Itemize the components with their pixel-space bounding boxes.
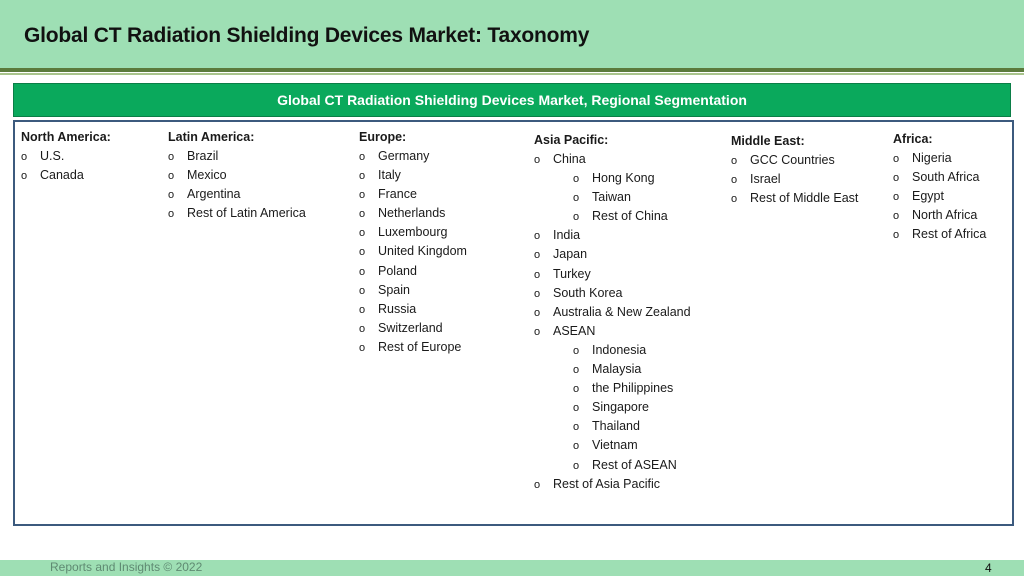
- list-item: [893, 187, 986, 206]
- bullet-icon: o: [359, 189, 366, 202]
- list-item: [359, 300, 467, 319]
- list-item-label: Thailand: [592, 419, 640, 434]
- bullet-icon: o: [534, 478, 541, 491]
- region-heading: Africa:: [893, 132, 933, 146]
- list-item-label: Japan: [553, 247, 588, 262]
- list-item-label: Argentina: [187, 187, 241, 202]
- header-divider: [0, 68, 1024, 72]
- bullet-icon: o: [534, 230, 541, 243]
- list-item-label: Mexico: [187, 168, 227, 183]
- list-item-label: Turkey: [553, 266, 591, 281]
- list-item: [534, 475, 691, 494]
- sub-list-item: [534, 417, 691, 436]
- list-item: [534, 245, 691, 264]
- list-item: [21, 166, 111, 185]
- regions-panel: [13, 120, 1014, 526]
- bullet-icon: o: [359, 227, 366, 240]
- region-heading: Asia Pacific:: [534, 133, 609, 147]
- bullet-icon: o: [21, 170, 28, 183]
- bullet-icon: o: [573, 364, 580, 377]
- bullet-icon: o: [573, 459, 580, 472]
- region-europe: [359, 128, 467, 357]
- bullet-icon: o: [731, 193, 738, 206]
- list-item: [534, 322, 691, 341]
- bullet-icon: o: [573, 440, 580, 453]
- bullet-icon: o: [359, 284, 366, 297]
- bullet-icon: o: [534, 154, 541, 166]
- region-africa: [893, 130, 986, 244]
- list-item-label: Netherlands: [378, 206, 446, 221]
- bullet-icon: o: [168, 170, 175, 183]
- bullet-icon: o: [893, 153, 900, 165]
- sub-list-item: [534, 169, 691, 188]
- list-item-label: Brazil: [187, 149, 219, 163]
- sub-list-item: [534, 456, 691, 475]
- footer-bar: [0, 560, 1024, 576]
- bullet-icon: o: [893, 229, 900, 242]
- country-list: [21, 147, 111, 185]
- list-item-label: Russia: [378, 301, 417, 316]
- bullet-icon: o: [534, 249, 541, 262]
- list-item-label: India: [553, 228, 581, 243]
- list-item-label: Singapore: [592, 400, 649, 415]
- region-middle-east: [731, 132, 858, 208]
- bullet-icon: o: [168, 151, 175, 163]
- list-item: [731, 189, 858, 208]
- list-item-label: Taiwan: [592, 190, 631, 205]
- bullet-icon: o: [21, 151, 28, 163]
- list-item: [359, 242, 467, 261]
- header-bar: [0, 0, 1024, 68]
- bullet-icon: o: [573, 383, 580, 396]
- list-item: [359, 319, 467, 338]
- country-list: [534, 150, 691, 494]
- list-item-label: Israel: [750, 172, 781, 187]
- bullet-icon: o: [359, 303, 366, 316]
- bullet-icon: o: [359, 208, 366, 221]
- sub-list-item: [534, 207, 691, 226]
- list-item-label: Vietnam: [592, 438, 638, 453]
- country-list: [893, 149, 986, 244]
- list-item-label: Rest of Africa: [912, 227, 987, 242]
- list-item-label: Malaysia: [592, 362, 642, 377]
- list-item: [893, 149, 986, 168]
- list-item-label: U.S.: [40, 149, 65, 163]
- bullet-icon: o: [359, 246, 366, 259]
- bullet-icon: o: [534, 287, 541, 300]
- region-heading: Latin America:: [168, 130, 255, 144]
- list-item: [534, 150, 691, 169]
- bullet-icon: o: [359, 322, 366, 335]
- bullet-icon: o: [731, 174, 738, 187]
- list-item: [168, 185, 306, 204]
- list-item: [359, 338, 467, 357]
- footer-copyright: Reports and Insights © 2022: [50, 560, 203, 574]
- list-item-label: Egypt: [912, 189, 944, 204]
- bullet-icon: o: [893, 210, 900, 223]
- list-item-label: North Africa: [912, 208, 978, 223]
- list-item-label: GCC Countries: [750, 153, 835, 167]
- list-item-label: Hong Kong: [592, 171, 655, 186]
- list-item-label: South Africa: [912, 170, 980, 185]
- list-item-label: ASEAN: [553, 323, 596, 338]
- list-item-label: Switzerland: [378, 320, 443, 335]
- bullet-icon: o: [731, 155, 738, 167]
- list-item-label: Rest of Latin America: [187, 206, 306, 221]
- region-north-america: [21, 128, 111, 185]
- list-item-label: Rest of China: [592, 209, 668, 224]
- bullet-icon: o: [359, 151, 366, 163]
- list-item-label: Luxembourg: [378, 225, 448, 240]
- page-number: 4: [985, 561, 992, 575]
- bullet-icon: o: [359, 170, 366, 183]
- list-item: [359, 185, 467, 204]
- list-item: [168, 147, 306, 166]
- list-item: [893, 206, 986, 225]
- list-item-label: Rest of ASEAN: [592, 457, 677, 472]
- bullet-icon: o: [573, 402, 580, 415]
- list-item-label: the Philippines: [592, 381, 674, 396]
- list-item-label: China: [553, 152, 586, 166]
- list-item-label: Indonesia: [592, 342, 647, 357]
- header-divider-light: [0, 73, 1024, 75]
- list-item: [534, 303, 691, 322]
- list-item: [359, 204, 467, 223]
- list-item-label: United Kingdom: [378, 244, 467, 259]
- sub-list-item: [534, 188, 691, 207]
- sub-list-item: [534, 379, 691, 398]
- sub-list-item: [534, 398, 691, 417]
- region-heading: Europe:: [359, 130, 407, 144]
- list-item: [168, 166, 306, 185]
- bullet-icon: o: [168, 189, 175, 202]
- bullet-icon: o: [534, 325, 541, 338]
- list-item-label: Rest of Europe: [378, 339, 462, 354]
- bullet-icon: o: [168, 208, 175, 221]
- sub-list-item: [534, 360, 691, 379]
- bullet-icon: o: [573, 211, 580, 224]
- region-latin-america: [168, 128, 306, 223]
- list-item: [893, 225, 986, 244]
- list-item-label: Italy: [378, 168, 401, 183]
- list-item-label: France: [378, 187, 417, 202]
- list-item: [359, 147, 467, 166]
- list-item-label: Canada: [40, 168, 84, 183]
- sub-list-item: [534, 436, 691, 455]
- list-item-label: Australia & New Zealand: [553, 304, 691, 319]
- country-list: [359, 147, 467, 357]
- list-item: [534, 284, 691, 303]
- country-list: [731, 151, 858, 208]
- bullet-icon: o: [573, 173, 580, 186]
- bullet-icon: o: [573, 344, 580, 357]
- bullet-icon: o: [893, 191, 900, 204]
- bullet-icon: o: [893, 172, 900, 185]
- bullet-icon: o: [534, 306, 541, 319]
- list-item: [534, 226, 691, 245]
- bullet-icon: o: [359, 265, 366, 278]
- list-item: [21, 147, 111, 166]
- list-item: [359, 223, 467, 242]
- list-item: [731, 151, 858, 170]
- list-item: [359, 281, 467, 300]
- region-heading: North America:: [21, 130, 111, 144]
- sub-list-item: [534, 341, 691, 360]
- list-item-label: Poland: [378, 263, 417, 278]
- list-item: [168, 204, 306, 223]
- list-item: [359, 262, 467, 281]
- list-item-label: Germany: [378, 149, 430, 163]
- list-item-label: South Korea: [553, 285, 623, 300]
- region-asia-pacific: [534, 131, 691, 494]
- list-item-label: Rest of Asia Pacific: [553, 476, 660, 491]
- list-item: [359, 166, 467, 185]
- list-item: [534, 265, 691, 284]
- bullet-icon: o: [534, 268, 541, 281]
- country-list: [168, 147, 306, 223]
- bullet-icon: o: [573, 421, 580, 434]
- list-item-label: Rest of Middle East: [750, 191, 859, 206]
- bullet-icon: o: [573, 192, 580, 205]
- list-item: [893, 168, 986, 187]
- list-item-label: Spain: [378, 282, 410, 297]
- page-title: Global CT Radiation Shielding Devices Market: Taxonomy: [24, 24, 590, 47]
- list-item-label: Nigeria: [912, 151, 952, 165]
- segmentation-banner: Global CT Radiation Shielding Devices Market, Regional Segmentation: [13, 83, 1011, 117]
- bullet-icon: o: [359, 341, 366, 354]
- region-heading: Middle East:: [731, 134, 805, 148]
- list-item: [731, 170, 858, 189]
